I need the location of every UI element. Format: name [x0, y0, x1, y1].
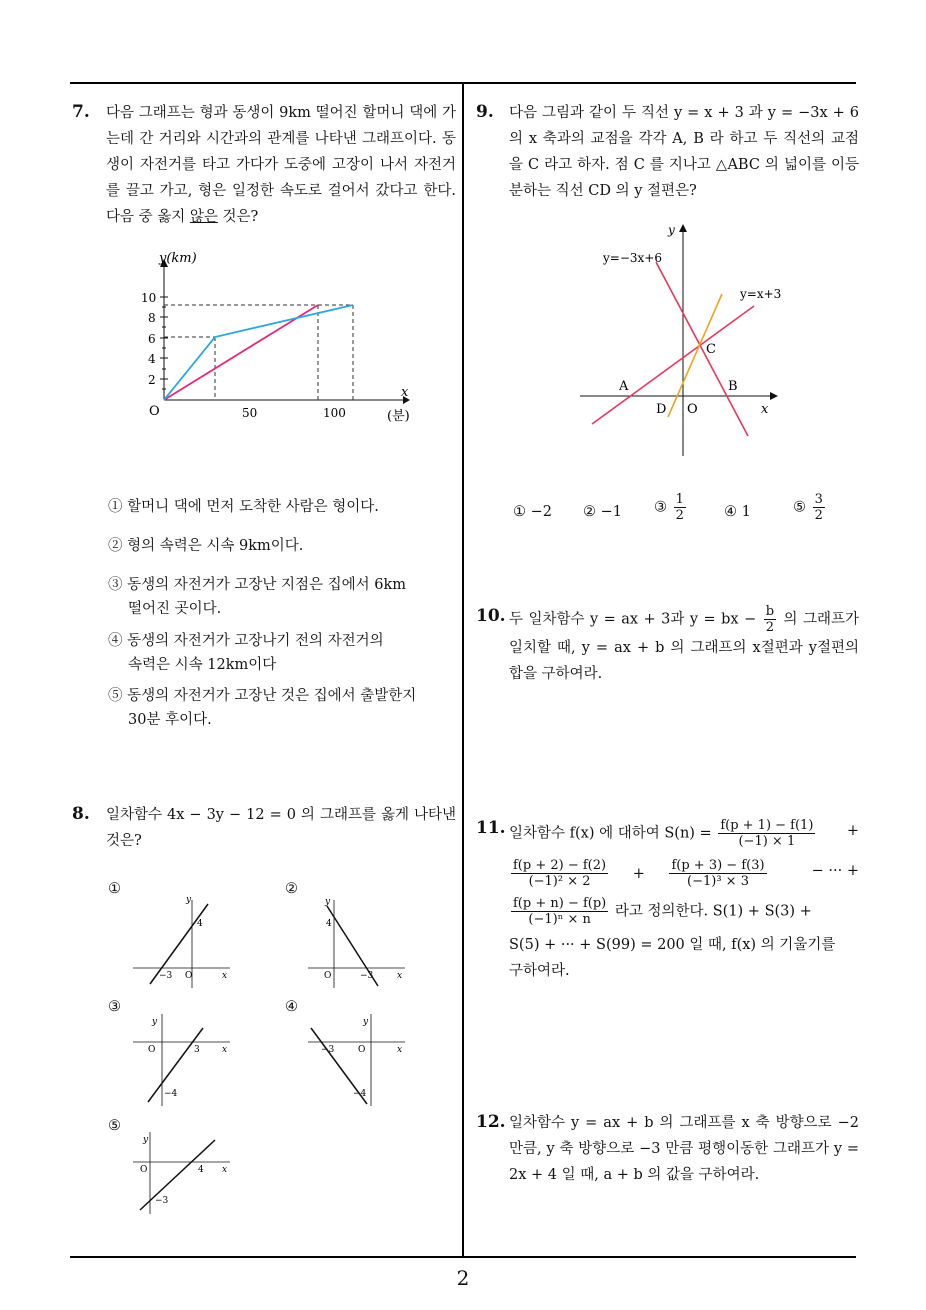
- q10-text-rest: 일치할 때, y = ax + b 의 그래프의 x절편과 y절편의 합을 구하여라.: [509, 640, 859, 682]
- q8g5-yint: −3: [155, 1196, 169, 1206]
- q11-l1: 일차함수 f(x) 에 대하여 S(n) =: [509, 825, 712, 842]
- q8-graph-5[interactable]: [130, 1128, 240, 1218]
- question-11-line4: S(5) + ··· + S(99) = 200 일 때, f(x) 의 기울기를: [509, 937, 836, 953]
- q11-f1-num: f(p + 1) − f(1): [720, 818, 814, 833]
- question-8-number: 8.: [72, 804, 90, 824]
- q8g2-yint: 4: [326, 919, 332, 929]
- question-11-line5: 구하여라.: [509, 963, 570, 979]
- q8g4-origin: O: [358, 1045, 366, 1055]
- q7-ytick-8: 8: [148, 311, 156, 325]
- q7-xtick-100: 100: [323, 406, 346, 420]
- q7-ytick-6: 6: [148, 332, 156, 346]
- q8-choice-2-mark[interactable]: ②: [285, 881, 298, 897]
- question-7-number: 7.: [72, 102, 90, 122]
- q8g3-ylabel: y: [152, 1017, 158, 1027]
- q9-frac3-num: 1: [675, 492, 684, 507]
- q8g5-xlabel: x: [222, 1165, 228, 1175]
- q10-fraction: [764, 604, 776, 635]
- q8-choice-4-mark[interactable]: ④: [285, 999, 298, 1015]
- question-8-text: 일차함수 4x − 3y − 12 = 0 의 그래프를 옳게 나타낸 것은?: [106, 807, 456, 849]
- q11-frac2: [511, 858, 608, 889]
- q8g5-origin: O: [140, 1165, 148, 1175]
- q7-option-3-cont: 떨어진 곳이다.: [128, 601, 222, 617]
- question-7-text-underlined: 않은: [189, 209, 218, 225]
- q11-frac3: [669, 858, 766, 889]
- question-7-text-part-a: 다음 그래프는 형과 동생이 9km 떨어진 할머니 댁에 가는데 간 거리와 시간과의 관계를 나타낸 그래프이다. 동생이 자전거를 타고 가다가 도중에 고장이 나서 자전거를 끌고 가고, 형은 일정한 속도로 걸어서 갔다고 한다. 다음 중 옳지: [106, 105, 456, 225]
- q9-option-1[interactable]: ① −2: [513, 504, 552, 520]
- q8g2-origin: O: [324, 971, 332, 981]
- q9-frac5-den: 2: [814, 508, 823, 523]
- q7-graph-ylabel: y(km): [159, 251, 197, 266]
- q7-graph-origin: O: [149, 404, 160, 419]
- q9-xlabel: x: [761, 402, 769, 417]
- question-11-line3: [509, 896, 859, 927]
- q9-point-d: D: [656, 402, 667, 417]
- q8g4-xint: −3: [321, 1045, 335, 1055]
- q11-f3-den: (−1)³ × 3: [687, 874, 749, 889]
- q8g4-xlabel: x: [397, 1045, 403, 1055]
- q9-origin: O: [687, 402, 698, 417]
- q7-xtick-50: 50: [242, 406, 258, 420]
- q11-f4-den: (−1)ⁿ × n: [528, 912, 591, 927]
- q7-option-1[interactable]: ① 할머니 댁에 먼저 도착한 사람은 형이다.: [108, 499, 379, 515]
- q8g2-xint: −3: [360, 971, 374, 981]
- q11-plus-2: +: [632, 865, 645, 882]
- q11-dots: − ··· +: [811, 863, 859, 879]
- q8-graph-1[interactable]: [130, 892, 240, 992]
- q7-ytick-4: 4: [148, 352, 156, 366]
- q9-label-line2: y=x+3: [740, 287, 782, 301]
- question-10-number: 10.: [476, 606, 506, 626]
- q7-option-3[interactable]: ③ 동생의 자전거가 고장난 지점은 집에서 6km: [108, 577, 407, 593]
- question-10-text: [509, 604, 859, 687]
- q11-f1-den: (−1) × 1: [738, 834, 796, 849]
- q9-frac5-num: 3: [814, 492, 823, 507]
- q11-f4-num: f(p + n) − f(p): [513, 896, 607, 911]
- q8g3-yint: −4: [164, 1089, 178, 1099]
- question-9-graph: [570, 220, 790, 465]
- q11-plus-1: +: [846, 823, 859, 839]
- q8-choice-5-mark[interactable]: ⑤: [108, 1118, 121, 1134]
- q8g1-xint: −3: [159, 971, 173, 981]
- q11-frac4: [511, 896, 608, 927]
- q9-option-3-fraction: [674, 492, 686, 523]
- q9-point-c: C: [706, 342, 716, 357]
- q8-graph-2[interactable]: [305, 892, 415, 992]
- q8-choice-3-mark[interactable]: ③: [108, 999, 121, 1015]
- q8g2-ylabel: y: [325, 897, 331, 907]
- question-9-text: 다음 그림과 같이 두 직선 y = x + 3 과 y = −3x + 6 의 x 축과의 교점을 각각 A, B 라 하고 두 직선의 교점을 C 라고 하자. 점 C 를 지나고 △ABC 의 넓이를 이등분하는 직선 CD 의 y 절편은?: [509, 105, 859, 199]
- q9-point-a: A: [619, 379, 629, 394]
- question-7-graph: [135, 245, 425, 435]
- q9-option-5-fraction: [813, 492, 825, 523]
- q8g4-ylabel: y: [363, 1017, 369, 1027]
- q8-graph-4[interactable]: [305, 1010, 415, 1110]
- q11-frac1: [718, 818, 815, 849]
- q9-frac3-den: 2: [675, 508, 684, 523]
- q11-f2-num: f(p + 2) − f(2): [513, 858, 607, 873]
- column-divider: [462, 82, 464, 1257]
- q8g3-xint: 3: [194, 1045, 200, 1055]
- question-11-line2: [509, 858, 859, 889]
- q9-ylabel: y: [668, 223, 675, 237]
- q7-graph-unit: (분): [387, 409, 410, 424]
- question-9-number: 9.: [476, 102, 494, 122]
- q9-option-3-mark: ③: [654, 499, 667, 516]
- q8g2-xlabel: x: [397, 971, 403, 981]
- question-7-text-part-b: 것은?: [217, 209, 259, 225]
- q11-f3-num: f(p + 3) − f(3): [671, 858, 765, 873]
- q8g3-xlabel: x: [222, 1045, 228, 1055]
- q8g1-origin: O: [185, 971, 193, 981]
- q9-option-2[interactable]: ② −1: [583, 504, 622, 520]
- question-11-line1: [509, 818, 859, 849]
- q7-option-5-cont: 30분 후이다.: [128, 712, 212, 728]
- q8g5-ylabel: y: [143, 1135, 149, 1145]
- question-12-text: 일차함수 y = ax + b 의 그래프를 x 축 방향으로 −2 만큼, y 축 방향으로 −3 만큼 평행이동한 그래프가 y = 2x + 4 일 때, a + b 의 값을 구하여라.: [509, 1115, 859, 1183]
- q7-option-4-cont: 속력은 시속 12km이다: [128, 657, 277, 673]
- q7-graph-xlabel: x: [401, 385, 409, 400]
- q11-l3: 라고 정의한다. S(1) + S(3) +: [614, 903, 812, 920]
- q7-ytick-2: 2: [148, 373, 156, 387]
- q10-frac-den: 2: [765, 620, 774, 635]
- q11-f2-den: (−1)² × 2: [528, 874, 591, 889]
- q8-choice-1-mark[interactable]: ①: [108, 881, 121, 897]
- q9-option-3[interactable]: [654, 492, 688, 523]
- q7-ytick-10: 10: [141, 291, 157, 305]
- q7-option-2[interactable]: ② 형의 속력은 시속 9km이다.: [108, 538, 304, 554]
- question-12-number: 12.: [476, 1112, 506, 1132]
- q10-text-a: 두 일차함수 y = ax + 3과 y = bx −: [509, 611, 757, 628]
- q8g5-xint: 4: [198, 1165, 204, 1175]
- question-11-number: 11.: [476, 818, 506, 838]
- question-7-text: [106, 100, 456, 230]
- q9-label-line1: y=−3x+6: [603, 251, 662, 265]
- q8-graph-3[interactable]: [130, 1010, 240, 1110]
- page-number: 2: [456, 1266, 470, 1290]
- q10-text-b: 의 그래프가: [783, 611, 859, 628]
- q8g1-ylabel: y: [186, 895, 192, 905]
- q9-option-4[interactable]: ④ 1: [724, 504, 751, 520]
- q7-option-5[interactable]: ⑤ 동생의 자전거가 고장난 것은 집에서 출발한지: [108, 688, 417, 704]
- q10-frac-num: b: [765, 604, 775, 619]
- q8g3-origin: O: [148, 1045, 156, 1055]
- q7-option-4[interactable]: ④ 동생의 자전거가 고장나기 전의 자전거의: [108, 633, 384, 649]
- q9-option-5[interactable]: [793, 492, 827, 523]
- q9-option-5-mark: ⑤: [793, 499, 806, 516]
- q8g1-xlabel: x: [222, 971, 228, 981]
- q8g1-yint: 4: [197, 919, 203, 929]
- q9-point-b: B: [728, 379, 738, 394]
- q8g4-yint: −4: [353, 1089, 367, 1099]
